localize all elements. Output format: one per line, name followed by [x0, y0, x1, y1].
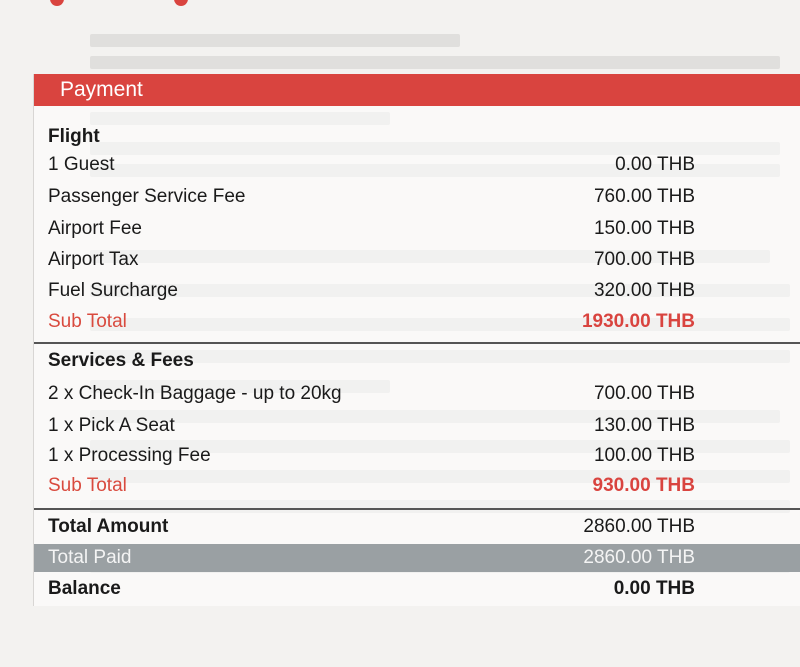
section-divider: [34, 342, 800, 344]
line-item-amount: 320.00 THB: [593, 280, 695, 301]
services-heading-label: Services & Fees: [48, 350, 194, 371]
line-item: [34, 411, 800, 441]
subtotal-amount: 1930.00 THB: [581, 311, 695, 332]
line-item-amount: 700.00 THB: [593, 249, 695, 270]
services-heading: [34, 346, 800, 376]
line-item: [34, 441, 800, 471]
line-item-amount: 0.00 THB: [615, 154, 695, 175]
line-item: [34, 214, 800, 244]
subtotal-label: Sub Total: [48, 475, 127, 496]
flight-heading: [34, 122, 800, 152]
line-item-amount: 100.00 THB: [593, 445, 695, 466]
line-item: [34, 182, 800, 212]
balance-value: 0.00 THB: [613, 578, 695, 599]
line-item-amount: 130.00 THB: [593, 415, 695, 436]
line-item-label: Fuel Surcharge: [48, 280, 178, 301]
line-item-label: 1 x Pick A Seat: [48, 415, 175, 436]
balance-label: Balance: [48, 578, 121, 599]
total-amount-label: Total Amount: [48, 516, 169, 537]
total-divider: [34, 508, 800, 510]
line-item-label: 1 x Processing Fee: [48, 445, 211, 466]
payment-header: Payment: [34, 74, 800, 106]
flight-subtotal: [34, 307, 800, 337]
total-paid-value: 2860.00 THB: [583, 547, 695, 568]
line-item-amount: 700.00 THB: [593, 383, 695, 404]
total-paid-label: Total Paid: [48, 547, 132, 568]
line-item: [34, 245, 800, 275]
line-item: [34, 150, 800, 180]
services-subtotal: [34, 471, 800, 501]
line-item-label: 2 x Check-In Baggage - up to 20kg: [48, 383, 342, 404]
line-item-label: Airport Fee: [48, 218, 142, 239]
line-item-label: Airport Tax: [48, 249, 139, 270]
line-item-label: Passenger Service Fee: [48, 186, 246, 207]
line-item: [34, 379, 800, 409]
flight-heading-label: Flight: [48, 126, 100, 147]
line-item-amount: 760.00 THB: [593, 186, 695, 207]
subtotal-label: Sub Total: [48, 311, 127, 332]
balance-row: [34, 574, 800, 604]
line-item-label: 1 Guest: [48, 154, 115, 175]
total-paid-row: [34, 544, 800, 572]
subtotal-amount: 930.00 THB: [592, 475, 695, 496]
total-amount-value: 2860.00 THB: [583, 516, 695, 537]
payment-section: [33, 74, 800, 606]
line-item: [34, 276, 800, 306]
decorative-dots: [50, 0, 298, 11]
total-amount-row: [34, 512, 800, 542]
line-item-amount: 150.00 THB: [593, 218, 695, 239]
